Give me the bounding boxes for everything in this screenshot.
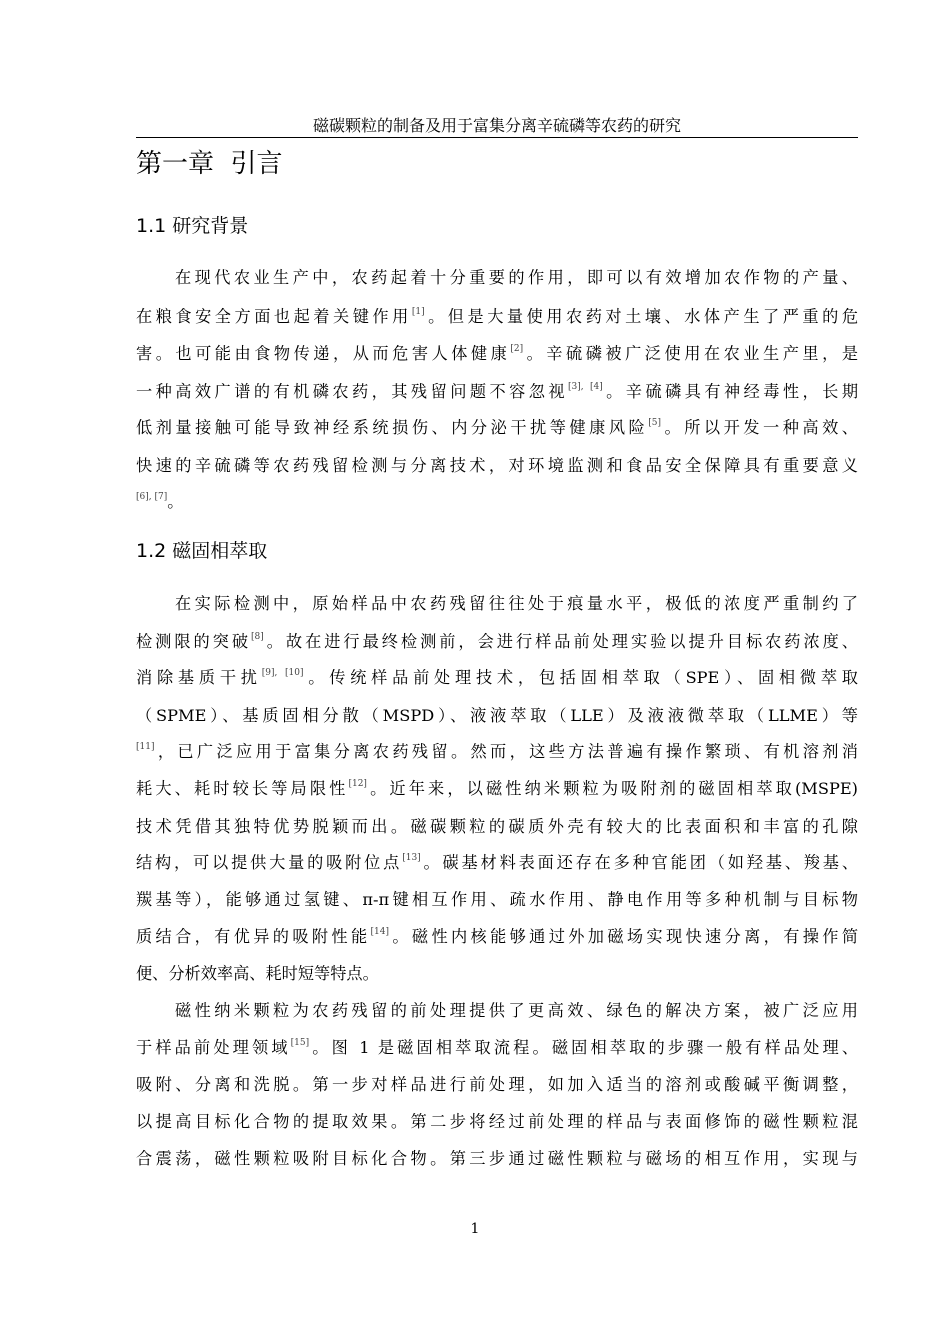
paragraph-line: 羰基等），能够通过氢键、π-π键相互作用、疏水作用、静电作用等多种机制与目标物 xyxy=(136,890,858,909)
paragraph-line: 磁性纳米颗粒为农药残留的前处理提供了更高效、绿色的解决方案，被广泛应用 xyxy=(175,1001,858,1020)
paragraph-line: 技术凭借其独特优势脱颖而出。磁碳颗粒的碳质外壳有较大的比表面积和丰富的孔隙 xyxy=(136,817,858,836)
chapter-title: 第一章 引言 xyxy=(136,149,283,179)
paragraph-line: 耗大、耗时较长等局限性[12]。近年来，以磁性纳米颗粒为吸附剂的磁固相萃取(MSPE) xyxy=(136,779,858,798)
paragraph-line: 便、分析效率高、耗时短等特点。 xyxy=(136,964,379,983)
paragraph-line: 于样品前处理领域[15]。图 1 是磁固相萃取流程。磁固相萃取的步骤一般有样品处理、 xyxy=(136,1038,859,1057)
paragraph-line: [11]，已广泛应用于富集分离农药残留。然而，这些方法普遍有操作繁琐、有机溶剂消 xyxy=(136,742,858,761)
citation: [3], [4] xyxy=(568,382,603,392)
paragraph-line: 合震荡，磁性颗粒吸附目标化合物。第三步通过磁性颗粒与磁场的相互作用，实现与 xyxy=(136,1149,858,1168)
citation: [8] xyxy=(251,632,264,642)
header-rule xyxy=(136,137,858,138)
paragraph-line: 一种高效广谱的有机磷农药，其残留问题不容忽视[3], [4]。辛硫磷具有神经毒性，长期 xyxy=(136,382,859,401)
paragraph-line: 在粮食安全方面也起着关键作用[1]。但是大量使用农药对土壤、水体产生了严重的危 xyxy=(136,307,859,326)
paragraph-line: 消除基质干扰[9], [10]。传统样品前处理技术，包括固相萃取（SPE）、固相微萃取 xyxy=(136,668,858,687)
citation: [6], [7] xyxy=(136,492,168,502)
paragraph-line: 在现代农业生产中，农药起着十分重要的作用，即可以有效增加农作物的产量、 xyxy=(175,268,858,287)
paragraph-line: （SPME）、基质固相分散（MSPD）、液液萃取（LLE）及液液微萃取（LLME）等 xyxy=(136,706,858,725)
paragraph-line: 质结合，有优异的吸附性能[14]。磁性内核能够通过外加磁场实现快速分离，有操作简 xyxy=(136,927,859,946)
citation: [14] xyxy=(370,927,389,937)
citation: [15] xyxy=(290,1038,310,1048)
section-title-1-2: 1.2 磁固相萃取 xyxy=(136,540,268,562)
paragraph-line: 吸附、分离和洗脱。第一步对样品进行前处理，如加入适当的溶剂或酸碱平衡调整， xyxy=(136,1075,858,1094)
citation: [2] xyxy=(510,344,524,354)
citation: [1] xyxy=(411,307,425,317)
citation: [5] xyxy=(648,418,661,428)
running-header: 磁碳颗粒的制备及用于富集分离辛硫磷等农药的研究 xyxy=(312,116,681,135)
section-title-1-1: 1.1 研究背景 xyxy=(136,215,249,237)
citation: [13] xyxy=(402,853,421,863)
paragraph-line: 低剂量接触可能导致神经系统损伤、内分泌干扰等健康风险[5]。所以开发一种高效、 xyxy=(136,418,858,437)
paragraph-line: 结构，可以提供大量的吸附位点[13]。碳基材料表面还存在多种官能团（如羟基、羧基、 xyxy=(136,853,859,872)
paragraph-line: 以提高目标化合物的提取效果。第二步将经过前处理的样品与表面修饰的磁性颗粒混 xyxy=(136,1112,858,1131)
paragraph-line: 害。也可能由食物传递，从而危害人体健康[2]。辛硫磷被广泛使用在农业生产里，是 xyxy=(136,344,859,363)
paragraph-line: 在实际检测中，原始样品中农药残留往往处于痕量水平，极低的浓度严重制约了 xyxy=(175,594,858,613)
page-number: 1 xyxy=(470,1221,480,1237)
citation: [11] xyxy=(136,742,155,752)
citation: [12] xyxy=(348,779,367,789)
paragraph-line: 快速的辛硫磷等农药残留检测与分离技术，对环境监测和食品安全保障具有重要意义 xyxy=(136,456,858,475)
paragraph-line: 检测限的突破[8]。故在进行最终检测前，会进行样品前处理实验以提升目标农药浓度、 xyxy=(136,632,858,651)
citation: [9], [10] xyxy=(261,668,304,678)
paragraph-line: [6], [7]。 xyxy=(136,492,184,511)
